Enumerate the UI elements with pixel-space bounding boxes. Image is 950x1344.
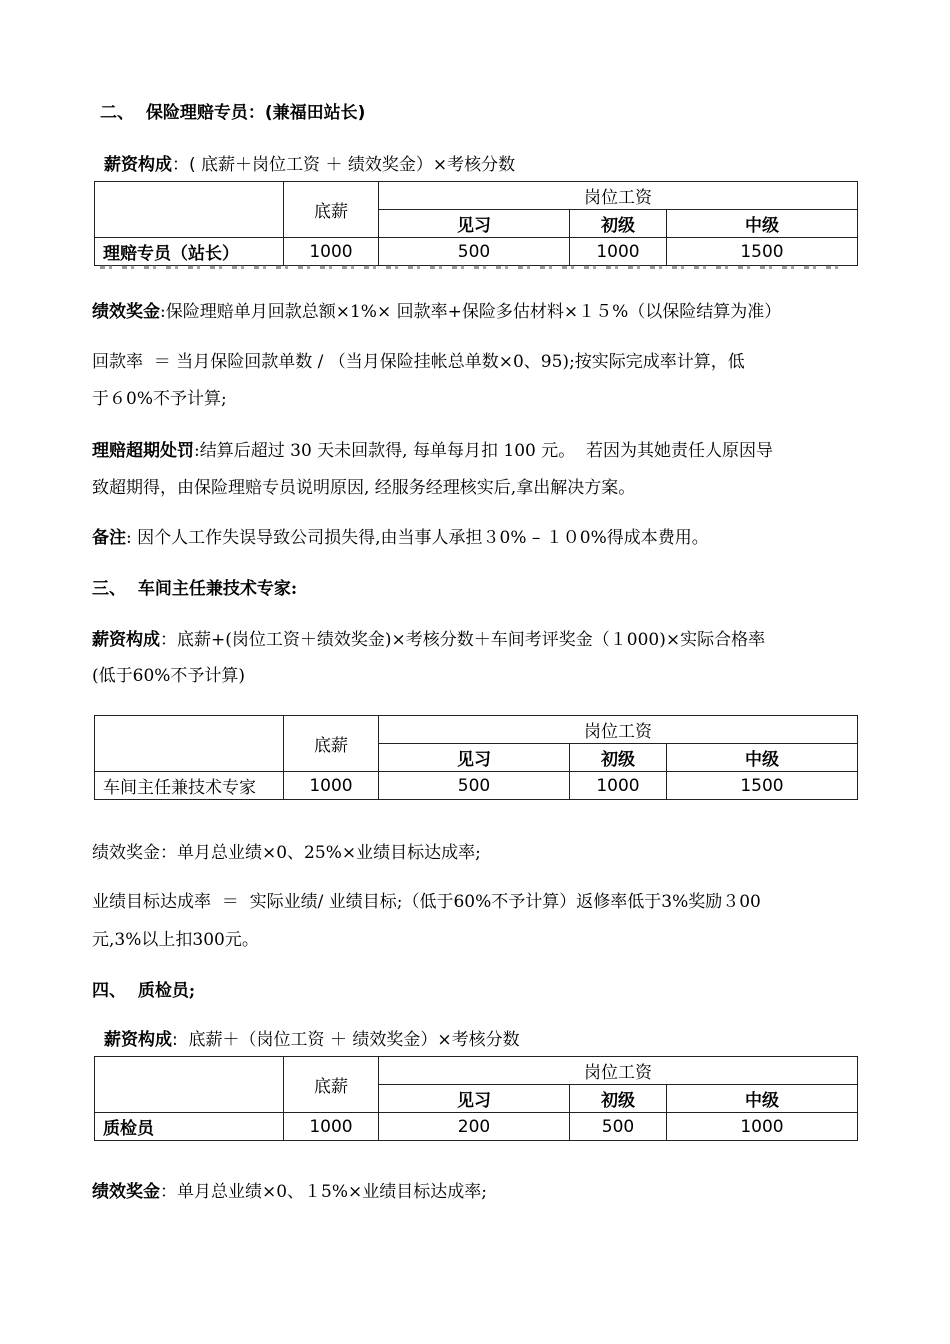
section-2-performance-bonus [92,300,781,324]
formula-text: : 底薪＋（岗位工资 ＋ 绩效奖金）×考核分数 [172,1030,520,1050]
level-trainee-header: 见习 [379,744,570,772]
section-2-note [92,526,709,550]
post-salary-header: 岗位工资 [379,716,858,744]
section-2-salary-table [94,181,858,266]
note-text: : 因个人工作失误导致公司损失得,由当事人承担３0% – １０0%得成本费用。 [126,528,709,548]
role-name-cell: 理赔专员（站长） [95,238,284,266]
role-name-cell: 质检员 [95,1113,284,1141]
section-2-formula [104,153,515,177]
perf-text: ：单月总业绩×0、１5%×业绩目标达成率; [160,1182,488,1202]
formula-label: 薪资构成 [104,1030,172,1050]
junior-salary-value: 1000 [570,238,667,266]
table-corner-cell [95,1057,284,1113]
collection-rate-line-2: 于６0%不予计算; [92,389,227,409]
collection-rate-line-1: 回款率 ＝ 当月保险回款单数 / （当月保险挂帐总单数×0、95);按实际完成率计算，低 [92,352,745,372]
level-middle-header: 中级 [667,210,858,238]
formula-text: ：底薪+(岗位工资＋绩效奖金)×考核分数＋车间考评奖金（１000)×实际合格率 [160,630,766,650]
base-salary-header: 底薪 [284,716,379,772]
note-label: 备注 [92,528,126,548]
base-salary-value: 1000 [284,238,379,266]
base-salary-value: 1000 [284,772,379,800]
table-corner-cell [95,182,284,238]
middle-salary-value: 1500 [667,238,858,266]
section-3-formula-line-2: (低于60%不予计算) [92,666,246,686]
formula-label: 薪资构成 [92,630,160,650]
perf-label: 绩效奖金 [92,302,160,322]
level-trainee-header: 见习 [379,210,570,238]
section-4-heading: 四、 质检员; [92,981,196,1001]
level-junior-header: 初级 [570,1085,667,1113]
formula-text: ：( 底薪＋岗位工资 ＋ 绩效奖金）×考核分数 [172,155,516,175]
perf-text: :保险理赔单月回款总额×1%× 回款率+保险多估材料×１５%（以保险结算为准） [160,302,782,322]
section-3-heading: 三、 车间主任兼技术专家: [92,579,298,599]
middle-salary-value: 1000 [667,1113,858,1141]
level-junior-header: 初级 [570,210,667,238]
table-corner-cell [95,716,284,772]
overdue-penalty-line-1 [92,439,773,463]
target-rate-line-1: 业绩目标达成率 ＝ 实际业绩/ 业绩目标;（低于60%不予计算）返修率低于3%奖励３00 [92,892,761,912]
trainee-salary-value: 500 [379,772,570,800]
section-4-formula [104,1028,520,1052]
overdue-label: 理赔超期处罚 [92,441,194,461]
section-3-performance-bonus: 绩效奖金：单月总业绩×0、25%×业绩目标达成率; [92,843,481,863]
section-2-heading: 二、 保险理赔专员：(兼福田站长) [100,103,366,123]
base-salary-header: 底薪 [284,182,379,238]
post-salary-header: 岗位工资 [379,1057,858,1085]
level-middle-header: 中级 [667,1085,858,1113]
junior-salary-value: 500 [570,1113,667,1141]
cropped-text-fragment [100,262,840,269]
base-salary-header: 底薪 [284,1057,379,1113]
overdue-penalty-line-2: 致超期得，由保险理赔专员说明原因, 经服务经理核实后,拿出解决方案。 [92,478,636,498]
section-3-salary-table [94,715,858,800]
section-4-salary-table [94,1056,858,1141]
formula-label: 薪资构成 [104,155,172,175]
trainee-salary-value: 200 [379,1113,570,1141]
middle-salary-value: 1500 [667,772,858,800]
role-name-cell: 车间主任兼技术专家 [95,772,284,800]
section-4-performance-bonus [92,1180,487,1204]
level-middle-header: 中级 [667,744,858,772]
level-trainee-header: 见习 [379,1085,570,1113]
section-3-formula-line-1 [92,628,765,652]
base-salary-value: 1000 [284,1113,379,1141]
junior-salary-value: 1000 [570,772,667,800]
overdue-text: :结算后超过 30 天未回款得, 每单每月扣 100 元。 若因为其她责任人原因导 [194,441,774,461]
target-rate-line-2: 元,3%以上扣300元。 [92,930,259,950]
trainee-salary-value: 500 [379,238,570,266]
level-junior-header: 初级 [570,744,667,772]
post-salary-header: 岗位工资 [379,182,858,210]
perf-label: 绩效奖金 [92,1182,160,1202]
